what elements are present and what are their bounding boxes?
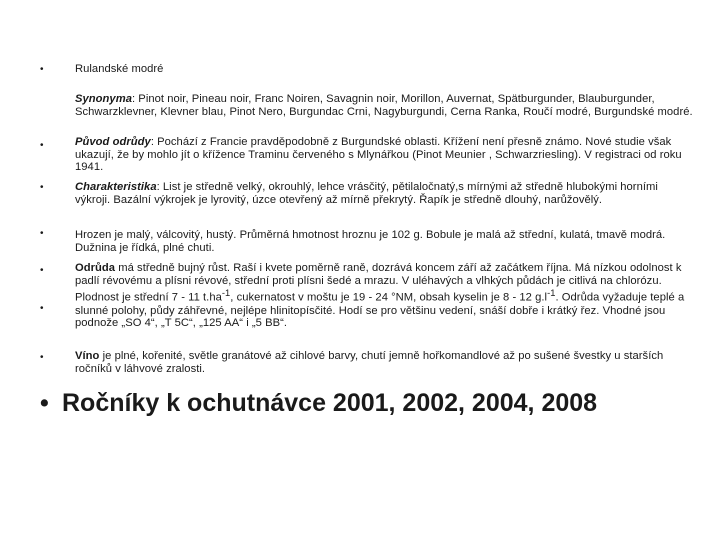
variety-growth-text-1: má středně bujný růst. Raší i kvete poměrně raně, dozrává koncem září až začátkem října. Má nízkou odolnost k padlí révovému a plísni révové, střední proti plísni šedé a mrazu. V uléhavých a vlhkých půdách je citlivá na chlorózu. Plodnost je střední 7 - 11 t.ha	[75, 262, 682, 304]
item-wine	[75, 350, 695, 375]
synonyms-text: : Pinot noir, Pineau noir, Franc Noiren, Savagnin noir, Morillon, Auvernat, Spätburgunder, Blauburgunder, Schwarzklevner, Klevner blau, Pinot Nero, Burgundac Crni, Nagyburgundi, Cerna Ranka, Roučí modré, Burgundské modré.	[75, 93, 693, 118]
bullet-cluster: •	[40, 265, 44, 276]
wine-label: Víno	[75, 350, 100, 362]
bullet-variety: •	[40, 64, 44, 75]
bullet-tasting: •	[40, 389, 49, 417]
characteristics-label: Charakteristika	[75, 181, 157, 193]
yield-unit-superscript: -1	[221, 288, 231, 299]
item-variety-name	[75, 63, 695, 76]
item-characteristics	[75, 181, 695, 206]
variety-growth-label: Odrůda	[75, 262, 116, 274]
origin-label: Původ odrůdy	[75, 136, 151, 148]
tasting-vintages-text: Ročníky k ochutnávce 2001, 2002, 2004, 2008	[62, 389, 598, 417]
item-synonyms	[75, 93, 695, 118]
characteristics-text: : List je středně velký, okrouhlý, lehce vrásčitý, pětilaločnatý,s mírnými až středně hlubokými horními výkroji. Bazální výkrojek je lyrovitý, úzce otevřený až mírně překrytý. Řapík je středně dlouhý, narůžovělý.	[75, 181, 658, 206]
item-variety-growth	[75, 262, 695, 330]
synonyms-label: Synonyma	[75, 93, 132, 105]
variety-growth-text-3: . Odrůda vyžaduje teplé a slunné polohy, půdy záhřevné, nejlépe hlinitopísčité. Hodí se pro většinu vedení, snáší dobře i krátký řez. Vhodné jsou podnože „SO 4“, „T 5C“, „125 AA“ i „5 BB“.	[75, 291, 685, 330]
origin-text: : Pochází z Francie pravděpodobně z Burgundské oblasti. Křížení není přesně známo. Nové studie však ukazují, že by mohlo jít o křížence Traminu červeného s Mlynářkou (Pinot Meunier , Schwarzriesling). V registraci od roku 1941.	[75, 136, 682, 174]
item-cluster	[75, 229, 695, 254]
cluster-text: Hrozen je malý, válcovitý, hustý. Průměrná hmotnost hroznu je 102 g. Bobule je malá až střední, kulatá, tmavě modrá. Dužnina je řídká, plné chuti.	[75, 229, 666, 254]
variety-name: Rulandské modré	[75, 63, 164, 75]
tasting-vintages-line	[40, 386, 700, 420]
variety-growth-text-2: , cukernatost v moštu je 19 - 24 °NM, obsah kyselin je 8 - 12 g.l	[230, 291, 548, 304]
bullet-origin: •	[40, 182, 44, 193]
bullet-wine: •	[40, 352, 44, 363]
acid-unit-superscript: -1	[547, 288, 556, 299]
wine-text: je plné, kořenité, světle granátové až cihlové barvy, chutí jemně hořkomandlové až po sušené švestky u starších ročníků v láhvové zralosti.	[75, 350, 664, 375]
item-origin	[75, 136, 695, 174]
bullet-characteristics: •	[40, 228, 44, 239]
bullet-synonyms: •	[40, 140, 44, 151]
bullet-variety-growth: •	[40, 303, 44, 314]
